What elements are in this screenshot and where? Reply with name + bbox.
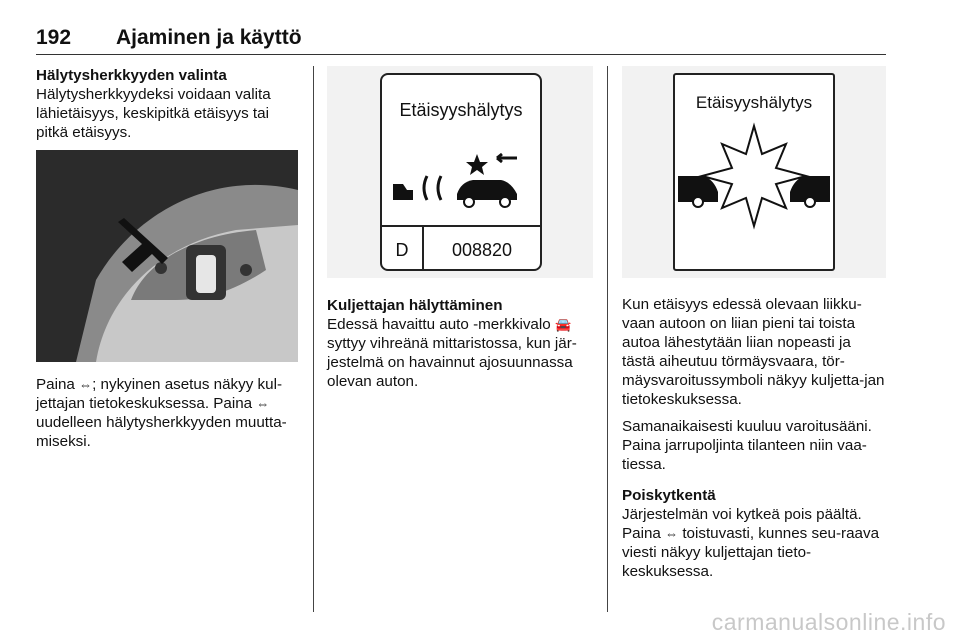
display-code-number: 008820 <box>451 240 513 260</box>
vehicle-ahead-icon: 🚘 <box>554 317 572 332</box>
display-title: Etäisyyshälytys <box>695 93 813 112</box>
collision-warning-display <box>622 66 886 278</box>
paragraph-sensitivity-intro: Hälytysherkkyydeksi voidaan valita lähietäisyys, keskipitkä etäisyys tai pitkä etäisyys. <box>36 86 271 141</box>
distance-alert-display <box>327 66 593 278</box>
display-figure-2 <box>622 66 886 278</box>
section-heading-deactivation: Poiskytkentä <box>622 487 716 504</box>
watermark: carmanualsonline.info <box>711 609 946 635</box>
column-divider <box>607 66 608 612</box>
distance-button-icon: ⇔ <box>79 377 93 392</box>
distance-button-icon: ⇔ <box>665 526 679 541</box>
paragraph-deactivation: Järjestelmän voi kytkeä pois päältä. <box>622 506 862 523</box>
distance-button-icon: ⇔ <box>256 396 270 411</box>
steering-wheel-photo <box>36 150 298 362</box>
thumbwheel <box>196 255 216 293</box>
paragraph-vehicle-indicator: Edessä havaittu auto -merkkivalo 🚘 syttyy vihreänä mittaristossa, kun jär-jestelmä on havainnut ajosuunnassa olevan auton. <box>327 316 577 390</box>
chapter-title: Ajaminen ja käyttö <box>116 26 302 49</box>
column-1-top <box>36 66 298 142</box>
paragraph-press-button: Paina ⇔; nykyinen asetus näkyy kul-jettajan tietokeskuksessa. Paina ⇔ uudelleen hälytysherkkyyden muutta-miseksi. <box>36 376 287 450</box>
column-3-text <box>622 295 886 581</box>
paragraph-warning-sound: Samanaikaisesti kuuluu varoitusääni. Paina jarrupoljinta tilanteen niin vaa-tiessa. <box>622 418 872 473</box>
column-divider <box>313 66 314 612</box>
display-title: Etäisyyshälytys <box>399 100 523 120</box>
paragraph-collision-warning: Kun etäisyys edessä olevaan liikku-vaan autoon on liian pieni tai toista autoa lähestytään liian nopeasti ja tästä aiheutuu törmäysvaara, tör-mäysvaroitussymboli näkyy kuljetta-jan tietokeskuksessa. <box>622 296 885 408</box>
steering-wheel-illustration <box>36 150 298 362</box>
column-2-text <box>327 296 593 391</box>
display-figure-1 <box>327 66 593 278</box>
paragraph-press-repeatedly: Paina ⇔ toistuvasti, kunnes seu-raava viesti näkyy kuljettajan tieto-keskuksessa. <box>622 525 880 580</box>
display-code-letter: D <box>395 240 409 260</box>
section-heading-sensitivity: Hälytysherkkyyden valinta <box>36 67 227 84</box>
column-1-bottom <box>36 375 298 451</box>
page-header <box>36 26 886 55</box>
section-heading-driver-alert: Kuljettajan hälyttäminen <box>327 297 503 314</box>
page-number: 192 <box>36 26 72 49</box>
